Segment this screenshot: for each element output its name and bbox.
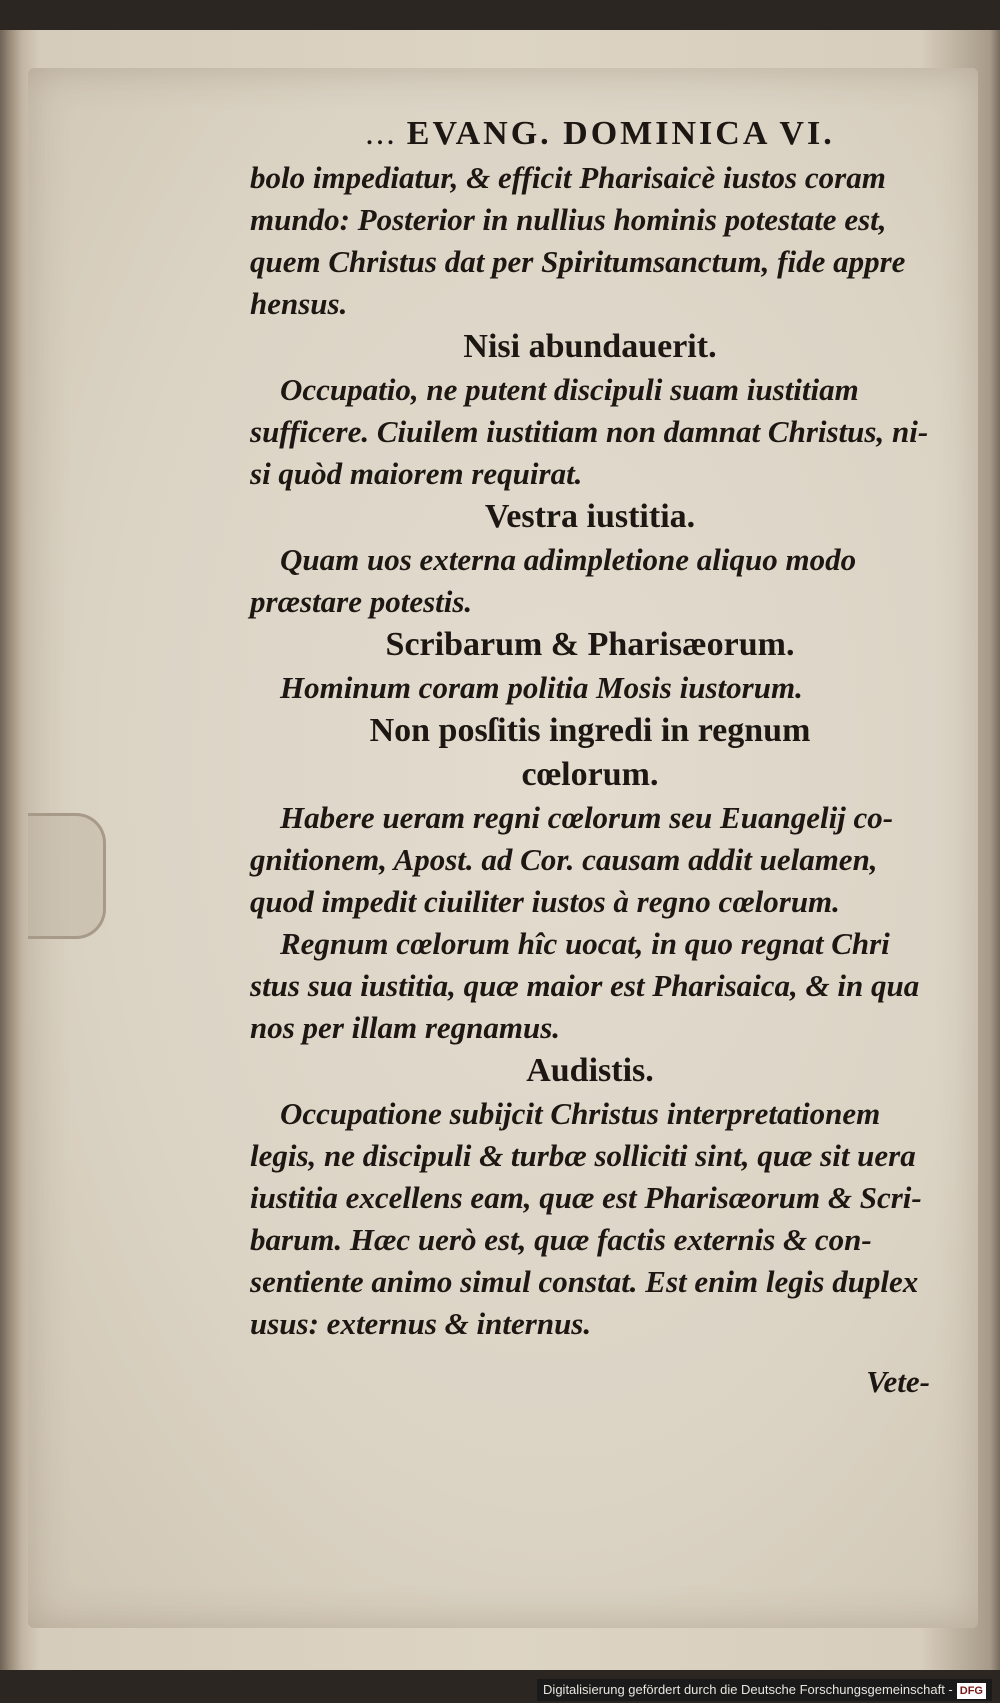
text-line: hensus.	[250, 286, 348, 321]
lemma-heading: Vestra iustitia.	[484, 498, 696, 535]
text-line: stus sua iustitia, quæ maior est Pharisaica, & in qua	[250, 968, 920, 1003]
lemma-heading: Nisi abundauerit.	[463, 328, 717, 365]
text-line: nos per illam regnamus.	[250, 1010, 561, 1045]
lemma-heading: Non posſitis ingredi in regnum	[369, 712, 811, 749]
dfg-logo: DFG	[957, 1683, 986, 1699]
text-line: bolo impediatur, & efficit Pharisaicè iustos coram	[250, 160, 886, 195]
text-line: Occupatione subijcit Christus interpretationem	[280, 1096, 881, 1131]
page-clasp	[28, 813, 106, 939]
text-line: quem Christus dat per Spiritumsanctum, fide appre	[250, 244, 906, 279]
text-line: sufficere. Ciuilem iustitiam non damnat Christus, ni-	[250, 414, 929, 449]
text-line: iustitia excellens eam, quæ est Pharisæorum & Scri-	[250, 1180, 922, 1215]
running-header	[250, 113, 930, 155]
text-line: sentiente animo simul constat. Est enim legis duplex	[250, 1264, 919, 1299]
digitization-footer	[537, 1679, 992, 1701]
text-line: barum. Hæc uerò est, quæ factis externis & con-	[250, 1222, 872, 1257]
text-line: usus: externus & internus.	[250, 1306, 592, 1341]
lemma-heading: cœlorum.	[521, 756, 659, 793]
header-prefix: ...	[365, 115, 397, 152]
text-lines	[250, 157, 930, 1345]
text-line: Occupatio, ne putent discipuli suam iustitiam	[280, 372, 859, 407]
footer-text: Digitalisierung gefördert durch die Deutsche Forschungsgemeinschaft -	[543, 1682, 953, 1697]
text-line: gnitionem, Apost. ad Cor. causam addit uelamen,	[250, 842, 878, 877]
text-line: mundo: Posterior in nullius hominis potestate est,	[250, 202, 887, 237]
text-line: legis, ne discipuli & turbæ solliciti sint, quæ sit uera	[250, 1138, 916, 1173]
text-line: præstare potestis.	[250, 584, 473, 619]
catchword: Vete-	[866, 1364, 930, 1399]
text-line: si quòd maiorem requirat.	[250, 456, 583, 491]
lemma-heading: Audistis.	[526, 1052, 654, 1089]
header-title: EVANG. DOMINICA VI.	[406, 115, 835, 152]
text-line: Hominum coram politia Mosis iustorum.	[280, 670, 803, 705]
lemma-heading: Scribarum & Pharisæorum.	[385, 626, 795, 663]
text-line: Regnum cœlorum hîc uocat, in quo regnat Chri	[280, 926, 890, 961]
page-text	[250, 113, 930, 1403]
text-line: quod impedit ciuiliter iustos à regno cœlorum.	[250, 884, 840, 919]
text-line: Quam uos externa adimpletione aliquo modo	[280, 542, 857, 577]
text-line: Habere ueram regni cœlorum seu Euangelij co-	[280, 800, 894, 835]
